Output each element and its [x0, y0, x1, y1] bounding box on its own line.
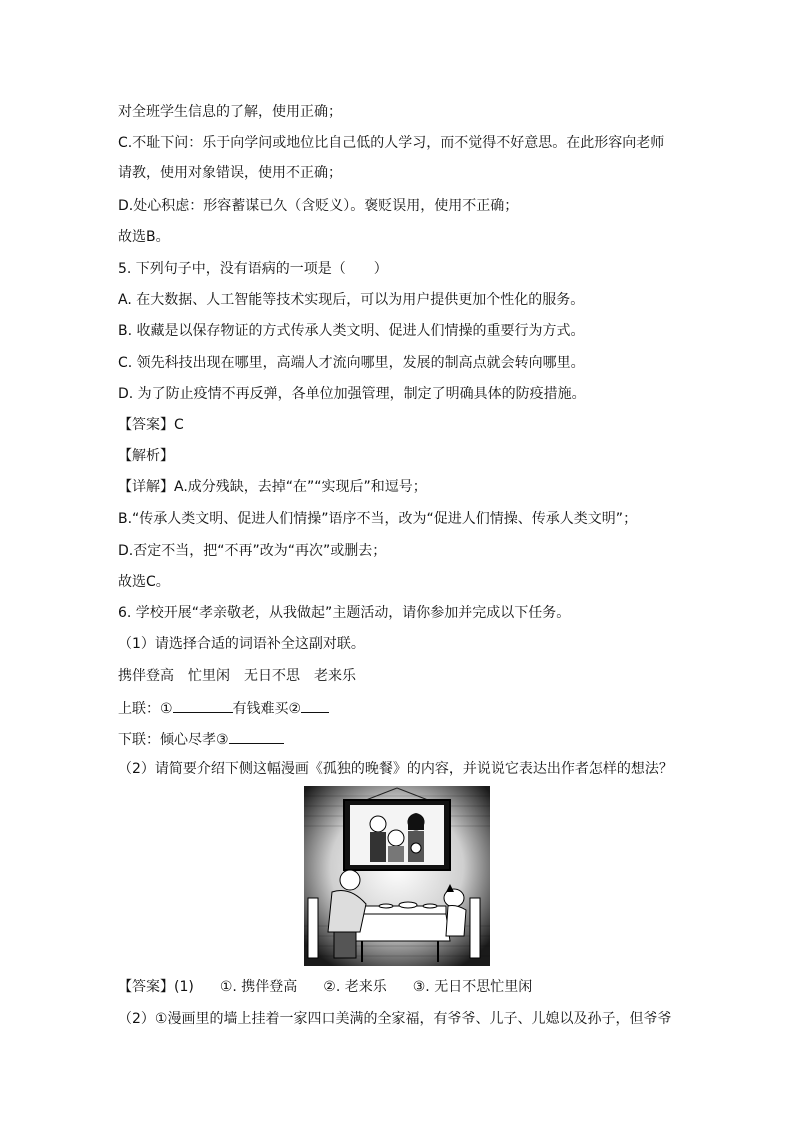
family-portrait-frame: [344, 788, 450, 870]
couplet-upper-prefix: 上联：①: [118, 701, 173, 717]
detail-a: 【详解】A.成分残缺，去掉“在”“实现后”和逗号；: [118, 479, 427, 495]
question-6: 6. 学校开展“孝亲敬老，从我做起”主题活动，请你参加并完成以下任务。: [118, 605, 571, 621]
answer-1: ①. 携伴登高: [219, 979, 298, 995]
couplet-upper: [118, 698, 329, 718]
choice-conclusion: 故选C。: [118, 574, 170, 590]
text-line: 请教，使用对象错误，使用不正确；: [118, 165, 342, 181]
option-c: C. 领先科技出现在哪里，高端人才流向哪里，发展的制高点就会转向哪里。: [118, 355, 585, 371]
couplet-upper-mid: 有钱难买②: [232, 701, 302, 717]
analysis-label: 【解析】: [118, 448, 174, 464]
blank-3: [229, 729, 284, 744]
blank-1: [173, 698, 233, 713]
cartoon-lonely-dinner-image: [304, 786, 490, 966]
answer-label: 【答案】C: [118, 417, 184, 433]
couplet-lower-prefix: 下联：倾心尽孝③: [118, 732, 229, 748]
answer-part-2: （2）①漫画里的墙上挂着一家四口美满的全家福，有爷爷、儿子、儿媳以及孙子，但爷爷: [118, 1011, 672, 1027]
text-line: C.不耻下问：乐于向学问或地位比自己低的人学习，而不觉得不好意思。在此形容向老师: [118, 135, 665, 151]
text-line: D.处心积虑：形容蓄谋已久（含贬义）。褒贬误用，使用不正确；: [118, 198, 519, 214]
text-line: 故选B。: [118, 229, 170, 245]
option-d: D. 为了防止疫情不再反弹，各单位加强管理，制定了明确具体的防疫措施。: [118, 386, 586, 402]
question-5: 5. 下列句子中，没有语病的一项是（ ）: [118, 261, 388, 277]
subquestion-2: （2）请简要介绍下侧这幅漫画《孤独的晚餐》的内容，并说说它表达出作者怎样的想法？: [118, 761, 673, 777]
answer-2: ②. 老来乐: [323, 979, 387, 995]
word-options: 携伴登高 忙里闲 无日不思 老来乐: [118, 668, 356, 684]
subquestion-1: （1）请选择合适的词语补全这副对联。: [118, 636, 365, 652]
answer-label: 【答案】(1): [118, 979, 194, 995]
detail-d: D.否定不当，把“不再”改为“再次”或删去；: [118, 543, 387, 559]
couplet-lower: [118, 729, 284, 749]
answer-3: ③. 无日不思忙里闲: [412, 979, 533, 995]
option-b: B. 收藏是以保存物证的方式传承人类文明、促进人们情操的重要行为方式。: [118, 323, 585, 339]
blank-2: [301, 698, 329, 713]
text-line: 对全班学生信息的了解，使用正确；: [118, 104, 342, 120]
option-a: A. 在大数据、人工智能等技术实现后，可以为用户提供更加个性化的服务。: [118, 292, 585, 308]
detail-b: B.“传承人类文明、促进人们情操”语序不当，改为“促进人们情操、传承人类文明”；: [118, 511, 638, 527]
answer-line: [118, 978, 532, 996]
